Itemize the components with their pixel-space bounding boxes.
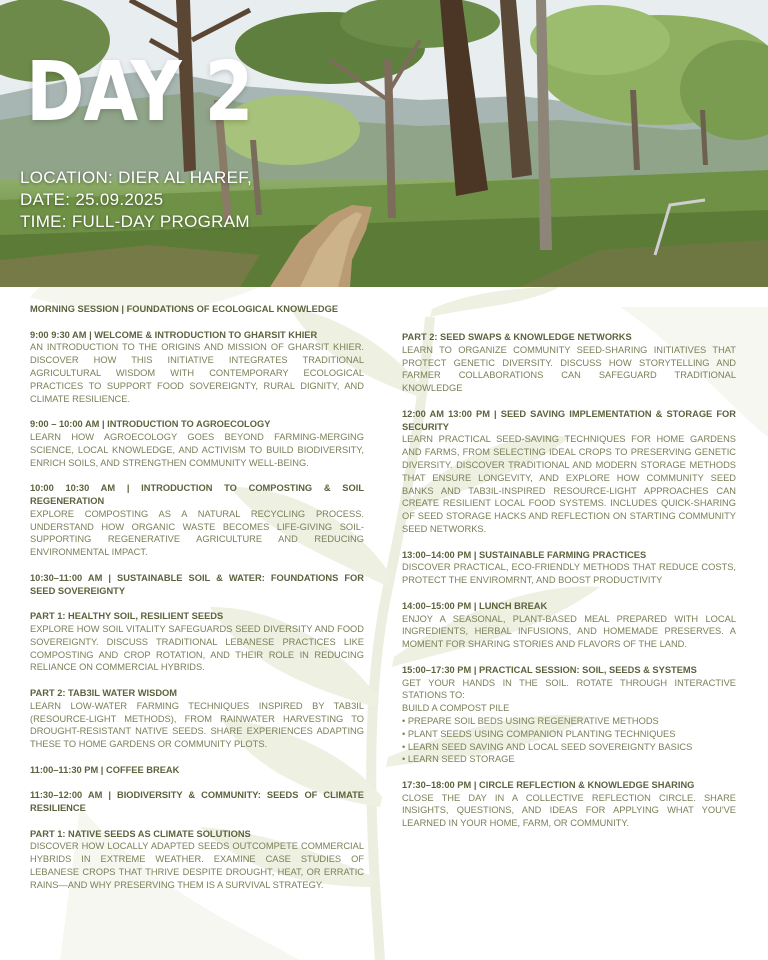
program-content <box>0 287 768 960</box>
agenda-item-heading: PART 1: HEALTHY SOIL, RESILIENT SEEDS <box>30 611 224 622</box>
agenda-item <box>30 687 364 751</box>
agenda-item <box>30 828 364 892</box>
forest-path-photo <box>0 0 768 287</box>
event-meta <box>20 167 252 233</box>
agenda-item <box>402 779 736 830</box>
left-column <box>30 303 364 904</box>
hero-banner <box>0 0 768 287</box>
agenda-item-heading: 9:00 9:30 AM | WELCOME & INTRODUCTION TO GHARSIT KHIER <box>30 329 318 340</box>
agenda-item-body: AN INTRODUCTION TO THE ORIGINS AND MISSION OF GHARSIT KHIER. DISCOVER HOW THIS INITIATIVE INTEGRATES TRADITIONAL AGRICULTURAL WISDOM WITH CONTEMPORARY ECOLOGICAL PRACTICES TO SUPPORT FOOD SOVEREIGNTY, RURAL DIGNITY, AND CLIMATE RESILIENCE. <box>30 342 364 404</box>
agenda-item-body: LEARN HOW AGROECOLOGY GOES BEYOND FARMING-MERGING SCIENCE, LOCAL KNOWLEDGE, AND ACTIVISM TO BUILD BIODIVERSITY, ENRICH SOILS, AND STRENGTHEN COMMUNITY WELL-BEING. <box>30 431 364 468</box>
agenda-item-body: DISCOVER HOW LOCALLY ADAPTED SEEDS OUTCOMPETE COMMERCIAL HYBRIDS IN EXTREME WEATHER. EXAMINE CASE STUDIES OF LEBANESE CROPS THAT THRIVE DESPITE DROUGHT, HEAT, OR ERRATIC RAINS—AND WHY PRESERVING THEM IS A SURVIVAL STRATEGY. <box>30 841 364 890</box>
list-item: • LEARN SEED SAVING AND LOCAL SEED SOVEREIGNTY BASICS <box>402 741 693 752</box>
agenda-item-heading: 9:00 – 10:00 AM | INTRODUCTION TO AGROECOLOGY <box>30 419 271 430</box>
agenda-item <box>402 600 736 651</box>
agenda-item-heading: 12:00 AM 13:00 PM | SEED SAVING IMPLEMENTATION & STORAGE FOR SECURITY <box>402 408 736 432</box>
agenda-item-body: ENJOY A SEASONAL, PLANT-BASED MEAL PREPARED WITH LOCAL INGREDIENTS, HERBAL INFUSIONS, AND HOMEMADE PRESERVES. A MOMENT FOR SHARING STORIES AND FLAVORS OF THE LAND. <box>402 613 736 650</box>
agenda-item-heading: PART 1: NATIVE SEEDS AS CLIMATE SOLUTIONS <box>30 828 251 839</box>
agenda-item-heading: PART 2: SEED SWAPS & KNOWLEDGE NETWORKS <box>402 332 632 342</box>
agenda-item-body: GET YOUR HANDS IN THE SOIL. ROTATE THROUGH INTERACTIVE STATIONS TO: <box>402 677 736 701</box>
agenda-item-heading: 11:30–12:00 AM | BIODIVERSITY & COMMUNITY: SEEDS OF CLIMATE RESILIENCE <box>30 790 364 814</box>
section-title: MORNING SESSION | FOUNDATIONS OF ECOLOGICAL KNOWLEDGE <box>30 304 339 314</box>
location-label: LOCATION: DIER AL HAREF, <box>20 168 253 187</box>
agenda-item-heading: 13:00–14:00 PM | SUSTAINABLE FARMING PRACTICES <box>402 549 647 560</box>
day-title: DAY 2 <box>26 45 253 140</box>
agenda-item-body: LEARN TO ORGANIZE COMMUNITY SEED-SHARING INITIATIVES THAT PROTECT GENETIC DIVERSITY. DISCUSS HOW STORYTELLING AND FARMER COLLABORATIONS CAN SAFEGUARD TRADITIONAL KNOWLEDGE <box>402 344 736 394</box>
agenda-item-body: DISCOVER PRACTICAL, ECO-FRIENDLY METHODS THAT REDUCE COSTS, PROTECT THE ENVIROMRNT, AND BOOST PRODUCTIVITY <box>402 562 736 586</box>
agenda-item <box>402 408 736 536</box>
agenda-item <box>30 418 364 469</box>
list-item: • PREPARE SOIL BEDS USING REGENERATIVE METHODS <box>402 715 659 726</box>
agenda-item <box>30 764 364 777</box>
agenda-item <box>402 331 736 395</box>
agenda-item-body: EXPLORE HOW SOIL VITALITY SAFEGUARDS SEED DIVERSITY AND FOOD SOVEREIGNTY. DISCUSS TRADITIONAL LEBANESE PRACTICES LIKE COMPOSTING AND CROP ROTATION, AND THEIR ROLE IN REDUCING RELIANCE ON COMMERCIAL HYBRIDS. <box>30 623 364 673</box>
station-list <box>402 702 736 766</box>
agenda-item <box>30 572 364 598</box>
agenda-item-body: CLOSE THE DAY IN A COLLECTIVE REFLECTION CIRCLE. SHARE INSIGHTS, QUESTIONS, AND IDEAS FOR APPLYING WHAT YOU'VE LEARNED IN YOUR HOME, FARM, OR COMMUNITY. <box>402 792 736 829</box>
right-column <box>402 331 736 843</box>
agenda-item-heading: 15:00–17:30 PM | PRACTICAL SESSION: SOIL, SEEDS & SYSTEMS <box>402 664 697 675</box>
agenda-item <box>30 789 364 815</box>
agenda-item <box>30 329 364 406</box>
date-label: DATE: 25.09.2025 <box>20 190 164 209</box>
time-label: TIME: FULL-DAY PROGRAM <box>20 212 250 231</box>
agenda-item <box>402 549 736 587</box>
agenda-item-body: EXPLORE COMPOSTING AS A NATURAL RECYCLING PROCESS. UNDERSTAND HOW ORGANIC WASTE BECOMES LIFE-GIVING SOIL-SUPPORTING REGENERATIVE AGRICULTURE AND REDUCING ENVIRONMENTAL IMPACT. <box>30 508 364 558</box>
list-item: • LEARN SEED STORAGE <box>402 754 515 765</box>
agenda-item-heading: 10:00 10:30 AM | INTRODUCTION TO COMPOSTING & SOIL REGENERATION <box>30 483 364 506</box>
agenda-item-body: LEARN PRACTICAL SEED-SAVING TECHNIQUES FOR HOME GARDENS AND FARMS, FROM SELECTING IDEAL CROPS TO PRESERVING GENETIC DIVERSITY. DISCOVER TRADITIONAL AND MODERN STORAGE METHODS THAT ENSURE LONGEVITY, AND EXPLORE HOW COMMUNITY SEED BANKS AND TAB3IL-INSPIRED RESOURCE-LIGHT APPROACHES CAN CREATE RESILIENT LOCAL FOOD SYSTEMS. INCLUDES QUICK-SHARING OF SEED STORAGE HACKS AND REFLECTION ON STARTING COMMUNITY SEED NETWORKS. <box>402 434 736 534</box>
agenda-item-heading: 10:30–11:00 AM | SUSTAINABLE SOIL & WATER: FOUNDATIONS FOR SEED SOVEREIGNTY <box>30 572 364 596</box>
agenda-item-body: LEARN LOW-WATER FARMING TECHNIQUES INSPIRED BY TAB3IL (RESOURCE-LIGHT METHODS), FROM RAINWATER HARVESTING TO DROUGHT-RESISTANT NATIVE SEEDS. SHARE EXPERIENCES ADAPTING THESE TO HOME GARDENS OR COMMUNITY PLOTS. <box>30 700 364 750</box>
agenda-item-heading: 17:30–18:00 PM | CIRCLE REFLECTION & KNOWLEDGE SHARING <box>402 779 695 790</box>
agenda-item <box>30 482 364 559</box>
list-item: • PLANT SEEDS USING COMPANION PLANTING TECHNIQUES <box>402 728 676 739</box>
list-item: BUILD A COMPOST PILE <box>402 703 510 714</box>
practical-session <box>402 664 736 766</box>
agenda-item-heading: PART 2: TAB3IL WATER WISDOM <box>30 687 178 698</box>
agenda-item-heading: 14:00–15:00 PM | LUNCH BREAK <box>402 600 548 611</box>
agenda-item <box>30 610 364 674</box>
agenda-item-heading: 11:00–11:30 PM | COFFEE BREAK <box>30 764 180 775</box>
